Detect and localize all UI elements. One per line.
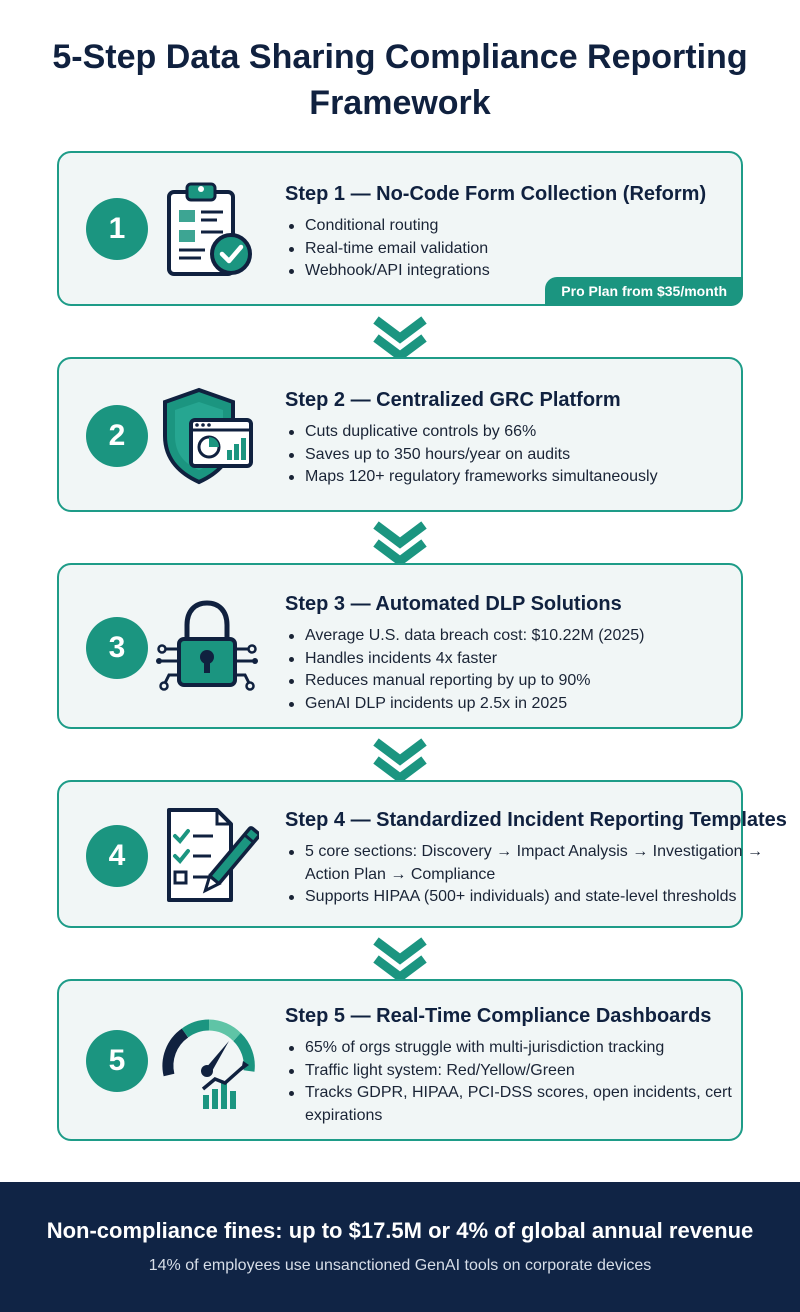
step-title: Step 4 — Standardized Incident Reporting Templates: [285, 809, 787, 831]
list-item: 65% of orgs struggle with multi-jurisdiction tracking: [285, 1037, 785, 1060]
list-item: Tracks GDPR, HIPAA, PCI-DSS scores, open incidents, cert expirations: [285, 1082, 785, 1127]
clipboard-check-icon: [155, 178, 259, 282]
padlock-circuit-icon: [155, 595, 259, 699]
step-bullets: [285, 1037, 785, 1127]
list-item: Supports HIPAA (500+ individuals) and state-level thresholds: [285, 886, 785, 909]
chevron-down-icon: [370, 521, 430, 569]
list-item: Webhook/API integrations: [285, 260, 785, 283]
list-item: Traffic light system: Red/Yellow/Green: [285, 1060, 785, 1083]
step-card-3: [57, 563, 743, 729]
footer-banner: [0, 1182, 800, 1312]
list-item: Real-time email validation: [285, 238, 785, 261]
list-item: Handles incidents 4x faster: [285, 648, 785, 671]
step-card-5: [57, 979, 743, 1141]
step-card-2: [57, 357, 743, 512]
step-number-badge: 5: [86, 1030, 148, 1092]
step-number-badge: 1: [86, 198, 148, 260]
pricing-badge: Pro Plan from $35/month: [545, 277, 743, 306]
step-number-badge: 3: [86, 617, 148, 679]
list-item: Cuts duplicative controls by 66%: [285, 421, 785, 444]
step-bullets: [285, 841, 785, 909]
footer-subtext: 14% of employees use unsanctioned GenAI tools on corporate devices: [148, 1257, 652, 1274]
step-bullets: [285, 215, 785, 283]
chevron-down-icon: [370, 738, 430, 786]
step-title: Step 2 — Centralized GRC Platform: [285, 389, 621, 411]
list-item: Saves up to 350 hours/year on audits: [285, 444, 785, 467]
step-card-4: [57, 780, 787, 928]
step-bullets: [285, 421, 785, 489]
gauge-chart-icon: [155, 1009, 259, 1113]
step-number-badge: 2: [86, 405, 148, 467]
list-item: Average U.S. data breach cost: $10.22M (2025): [285, 625, 785, 648]
list-item: 5 core sections: Discovery → Impact Analysis → Investigation → Action Plan → Compliance: [285, 841, 785, 886]
step-title: Step 3 — Automated DLP Solutions: [285, 593, 622, 615]
page-title: 5-Step Data Sharing Compliance Reporting Framework: [52, 38, 748, 122]
step-title: Step 5 — Real-Time Compliance Dashboards: [285, 1005, 712, 1027]
step-bullets: [285, 625, 785, 715]
list-item: GenAI DLP incidents up 2.5x in 2025: [285, 693, 785, 716]
list-item: Reduces manual reporting by up to 90%: [285, 670, 785, 693]
step-card-1: [57, 151, 743, 306]
list-item: Conditional routing: [285, 215, 785, 238]
shield-dashboard-icon: [155, 384, 259, 488]
step-number-badge: 4: [86, 825, 148, 887]
footer-headline: Non-compliance fines: up to $17.5M or 4% of global annual revenue: [46, 1218, 754, 1243]
list-item: Maps 120+ regulatory frameworks simultaneously: [285, 466, 785, 489]
step-title: Step 1 — No-Code Form Collection (Reform): [285, 183, 707, 205]
chevron-down-icon: [370, 937, 430, 985]
checklist-pen-icon: [155, 804, 259, 908]
